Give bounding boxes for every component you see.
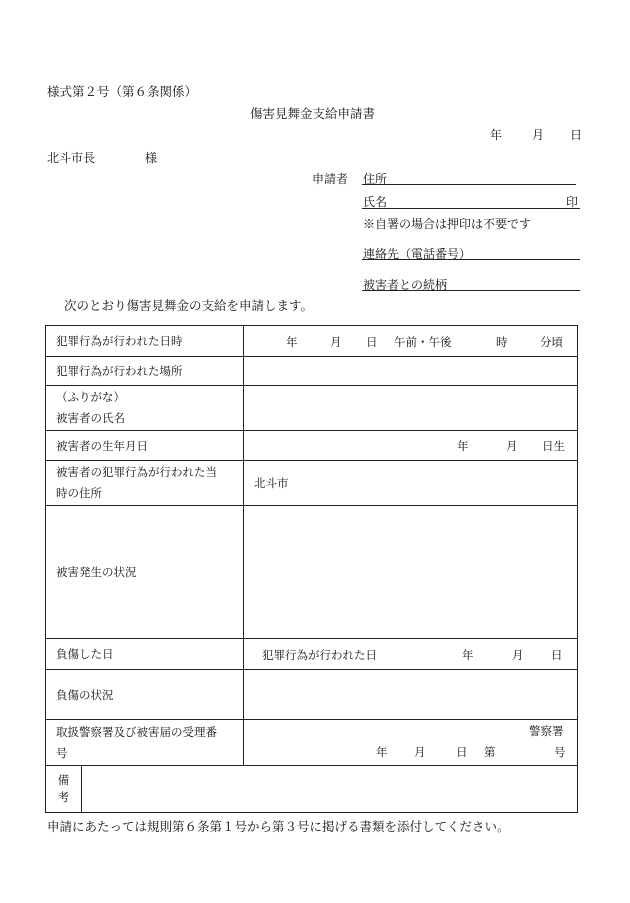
table-row [46, 670, 578, 720]
remarks-label-2: 考 [57, 790, 70, 804]
addressee: 北斗市長 [47, 151, 96, 165]
crime-place-field[interactable] [244, 357, 578, 386]
address-label: 住所 [363, 172, 388, 186]
injury-month: 月 [512, 648, 524, 662]
birth-month: 月 [506, 439, 518, 453]
table-row [46, 326, 578, 357]
remarks-field[interactable] [82, 766, 578, 813]
form-number: 様式第２号（第６条関係） [47, 84, 198, 99]
table-row [46, 639, 578, 670]
table-row [46, 461, 578, 506]
applicant-label: 申請者 [312, 172, 349, 186]
crime-ampm: 午前・午後 [394, 335, 452, 349]
birth-day: 日生 [542, 439, 565, 453]
victim-address-label-1: 被害者の犯罪行為が行われた当 [56, 465, 217, 479]
victim-name-label-cell [46, 386, 244, 431]
application-table [45, 325, 578, 813]
seal-note: ※自署の場合は押印は不要です [363, 217, 532, 231]
victim-address-label-2: 時の住所 [56, 486, 102, 500]
police-report-field[interactable] [244, 720, 578, 766]
footer-note: 申請にあたっては規則第６条第１号から第３号に掲げる書類を添付してください。 [47, 819, 510, 834]
victim-name-label: 被害者の氏名 [56, 411, 125, 425]
crime-month: 月 [330, 335, 342, 349]
crime-datetime-label: 犯罪行為が行われた日時 [46, 326, 244, 357]
table-row [46, 720, 578, 766]
police-report-label-cell [46, 720, 244, 766]
injury-date-field[interactable] [244, 639, 578, 670]
report-go: 号 [554, 745, 566, 759]
address-line[interactable] [362, 184, 576, 185]
victim-birthdate-label: 被害者の生年月日 [46, 431, 244, 461]
damage-situation-field[interactable] [244, 506, 578, 639]
injury-situation-field[interactable] [244, 670, 578, 720]
injury-year: 年 [462, 648, 474, 662]
date-year-label: 年 [490, 128, 503, 142]
crime-datetime-field[interactable] [244, 326, 578, 357]
victim-address-label-cell [46, 461, 244, 506]
report-day: 日 [456, 745, 468, 759]
remarks-label-1: 備 [57, 773, 70, 787]
table-row [46, 431, 578, 461]
report-month: 月 [414, 745, 426, 759]
form-title: 傷害見舞金支給申請書 [250, 106, 376, 121]
victim-address-field[interactable] [244, 461, 578, 506]
honorific: 様 [145, 151, 158, 165]
birth-year: 年 [457, 439, 469, 453]
seal-mark: 印 [566, 195, 579, 209]
injury-date-sub-label: 犯罪行為が行われた日 [262, 648, 377, 662]
furigana-label: （ふりがな） [56, 390, 125, 404]
police-station-label: 警察署 [529, 724, 564, 738]
table-row [46, 357, 578, 386]
injury-situation-label: 負傷の状況 [46, 670, 244, 720]
name-label: 氏名 [363, 195, 388, 209]
damage-situation-label: 被害発生の状況 [46, 506, 244, 639]
crime-year: 年 [286, 335, 298, 349]
name-line[interactable] [362, 208, 580, 209]
relation-label: 被害者との続柄 [363, 278, 448, 292]
table-row [46, 506, 578, 639]
injury-day: 日 [551, 648, 563, 662]
intro-text: 次のとおり傷害見舞金の支給を申請します。 [64, 298, 314, 313]
victim-name-field[interactable] [244, 386, 578, 431]
report-dai: 第 [484, 745, 496, 759]
police-report-label-1: 取扱警察署及び被害届の受理番 [56, 724, 217, 739]
contact-line[interactable] [362, 259, 580, 260]
crime-day: 日 [366, 335, 378, 349]
table-row [46, 386, 578, 431]
table-row [46, 766, 578, 813]
police-report-label-2: 号 [56, 745, 68, 760]
crime-place-label: 犯罪行為が行われた場所 [46, 357, 244, 386]
contact-label: 連絡先（電話番号） [363, 247, 472, 261]
remarks-label-cell [46, 766, 82, 813]
date-month-label: 月 [532, 128, 545, 142]
report-year: 年 [376, 745, 388, 759]
crime-minute: 分頃 [540, 335, 563, 349]
victim-birthdate-field[interactable] [244, 431, 578, 461]
date-day-label: 日 [570, 128, 583, 142]
injury-date-label: 負傷した日 [46, 639, 244, 670]
crime-hour: 時 [496, 335, 508, 349]
victim-address-city: 北斗市 [254, 476, 289, 490]
relation-line[interactable] [362, 290, 580, 291]
